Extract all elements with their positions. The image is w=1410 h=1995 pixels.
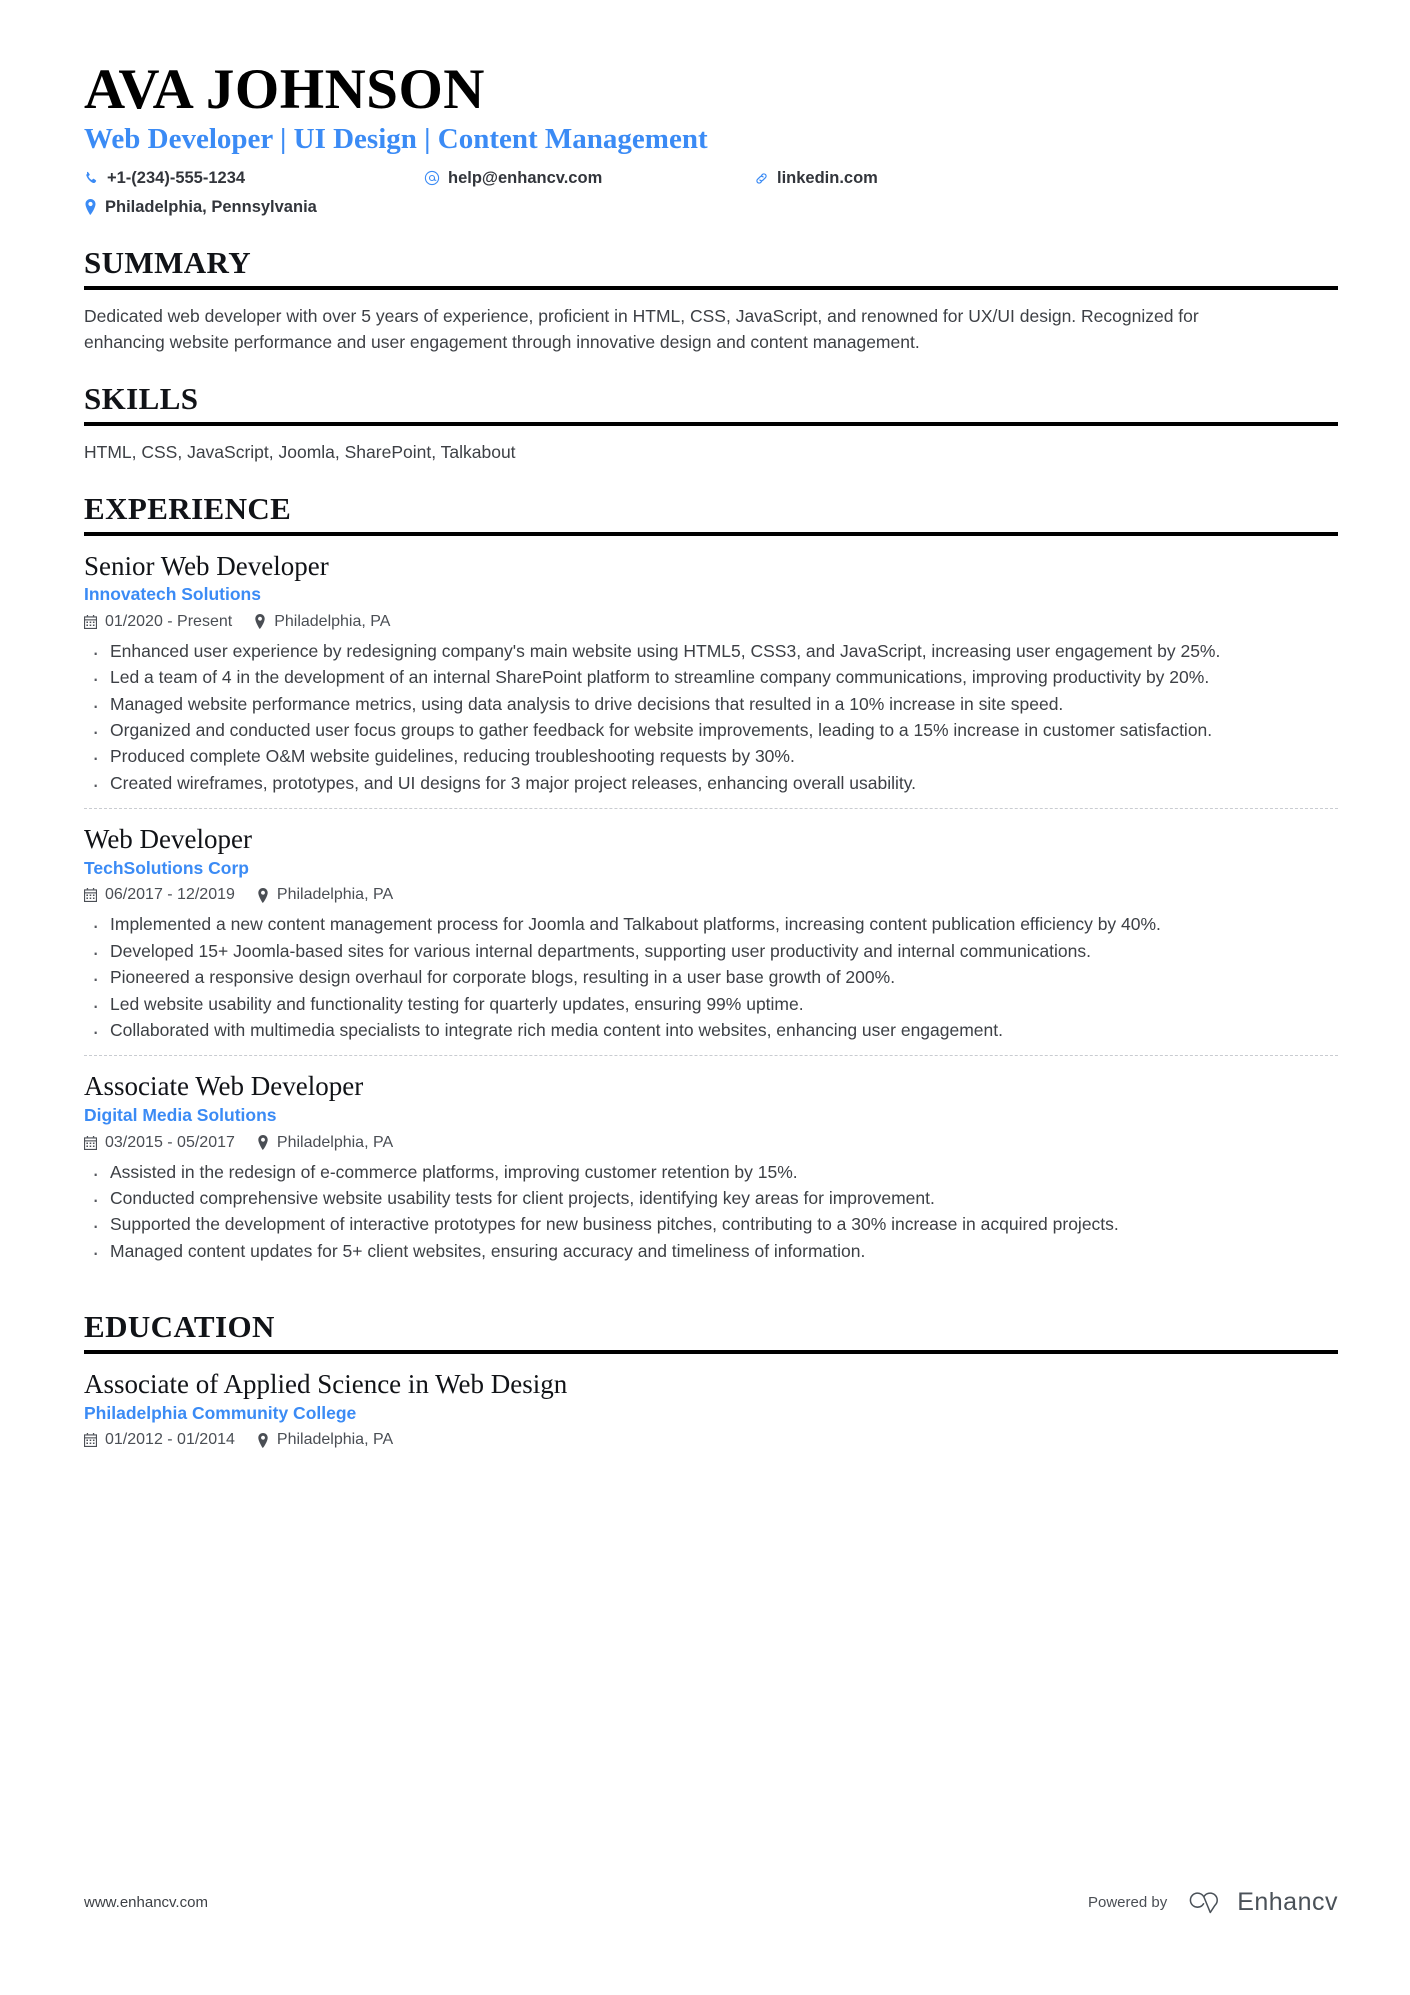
email-icon [424, 170, 440, 186]
experience-location [254, 613, 390, 631]
experience-location [257, 1134, 393, 1152]
entry-divider [84, 808, 1338, 809]
contact-location-text: Philadelphia, Pennsylvania [105, 197, 317, 216]
experience-bullet-list [84, 639, 1338, 796]
section-rule-experience [84, 532, 1338, 536]
experience-bullet: · Led website usability and functionality testing for quarterly updates, ensuring 99% uptime. [84, 992, 1338, 1017]
section-experience [84, 492, 1338, 1265]
location-pin-icon [257, 1433, 269, 1448]
experience-dates [84, 886, 235, 904]
experience-location-text: Philadelphia, PA [276, 1133, 394, 1151]
experience-entry [84, 550, 1338, 797]
contact-email[interactable] [424, 169, 754, 188]
resume-header [84, 60, 1338, 220]
education-degree: Associate of Applied Science in Web Design [84, 1369, 568, 1400]
experience-bullet: · Assisted in the redesign of e-commerce platforms, improving customer retention by 15%. [84, 1160, 1338, 1185]
contact-phone-text: +1-(234)-555-1234 [107, 168, 246, 187]
experience-company[interactable]: TechSolutions Corp [84, 857, 249, 878]
experience-dates-text: 01/2020 - Present [105, 612, 233, 630]
section-title-skills: SKILLS [84, 380, 199, 416]
entry-divider [84, 1055, 1338, 1056]
experience-bullet: · Created wireframes, prototypes, and UI designs for 3 major project releases, enhancing overall usability. [84, 771, 1338, 796]
summary-text: Dedicated web developer with over 5 years of experience, proficient in HTML, CSS, JavaScript, and renowned for UX/UI design. Recognized for enhancing website performance and user engagement through innovative design and content management. [84, 305, 1199, 352]
footer-website[interactable]: www.enhancv.com [84, 1894, 208, 1911]
experience-bullet: · Conducted comprehensive website usability tests for client projects, identifying key areas for improvement. [84, 1186, 1338, 1211]
experience-dates-text: 03/2015 - 05/2017 [105, 1133, 235, 1151]
experience-bullet: · Organized and conducted user focus groups to gather feedback for website improvements, leading to a 15% increase in customer satisfaction. [84, 718, 1338, 743]
experience-bullet-list [84, 1160, 1338, 1265]
experience-entry [84, 823, 1338, 1043]
contact-link-text: linkedin.com [777, 168, 878, 187]
experience-location-text: Philadelphia, PA [276, 886, 394, 904]
experience-role: Associate Web Developer [84, 1071, 364, 1102]
contact-email-text: help@enhancv.com [448, 168, 603, 187]
contact-link[interactable] [754, 169, 1054, 188]
experience-bullet: · Implemented a new content management process for Joomla and Talkabout platforms, increasing content publication efficiency by 40%. [84, 912, 1338, 937]
page-footer [84, 1888, 1338, 1917]
location-pin-icon [257, 1135, 269, 1150]
experience-bullet: · Collaborated with multimedia specialists to integrate rich media content into websites, enhancing user engagement. [84, 1018, 1338, 1043]
experience-meta [84, 886, 1338, 904]
section-rule-summary [84, 286, 1338, 290]
contact-location [84, 198, 424, 217]
location-pin-icon [254, 614, 266, 629]
experience-bullet: · Supported the development of interactive prototypes for new business pitches, contributing to a 30% increase in acquired projects. [84, 1212, 1338, 1237]
experience-meta [84, 613, 1338, 631]
experience-entry-list [84, 550, 1338, 1264]
calendar-icon [84, 1433, 97, 1447]
footer-branding [1088, 1888, 1338, 1917]
link-icon [754, 171, 769, 186]
section-title-experience: EXPERIENCE [84, 490, 292, 526]
enhancv-logo-icon [1189, 1890, 1227, 1916]
experience-company[interactable]: Digital Media Solutions [84, 1104, 277, 1125]
location-pin-icon [257, 888, 269, 903]
experience-bullet: · Developed 15+ Joomla-based sites for various internal departments, supporting user productivity and internal communications. [84, 939, 1338, 964]
experience-dates-text: 06/2017 - 12/2019 [105, 886, 235, 904]
section-title-summary: SUMMARY [84, 244, 252, 280]
education-school[interactable]: Philadelphia Community College [84, 1402, 357, 1423]
experience-role: Senior Web Developer [84, 550, 329, 581]
education-entry [84, 1368, 1338, 1449]
experience-dates [84, 1134, 235, 1152]
experience-bullet: · Led a team of 4 in the development of an internal SharePoint platform to streamline company communications, improving productivity by 20%. [84, 665, 1338, 690]
education-entry-list [84, 1368, 1338, 1449]
section-skills [84, 382, 1338, 466]
education-dates-text: 01/2012 - 01/2014 [105, 1431, 235, 1449]
skills-list: HTML, CSS, JavaScript, Joomla, SharePoint, Talkabout [84, 441, 516, 462]
experience-bullet: · Managed content updates for 5+ client websites, ensuring accuracy and timeliness of information. [84, 1239, 1338, 1264]
section-title-education: EDUCATION [84, 1309, 275, 1345]
experience-role: Web Developer [84, 824, 252, 855]
section-rule-education [84, 1350, 1338, 1354]
powered-by-label: Powered by [1087, 1894, 1168, 1911]
experience-bullet: · Produced complete O&M website guidelines, reducing troubleshooting requests by 30%. [84, 744, 1338, 769]
experience-dates [84, 613, 232, 631]
experience-company[interactable]: Innovatech Solutions [84, 583, 261, 604]
section-summary [84, 246, 1338, 356]
education-meta [84, 1431, 1338, 1449]
experience-bullet: · Enhanced user experience by redesigning company's main website using HTML5, CSS3, and JavaScript, increasing user engagement by 25%. [84, 639, 1338, 664]
experience-bullet: · Pioneered a responsive design overhaul for corporate blogs, resulting in a user base growth of 200%. [84, 965, 1338, 990]
contact-row-secondary [84, 198, 1338, 220]
experience-bullet-list [84, 912, 1338, 1043]
experience-location [257, 886, 393, 904]
section-education [84, 1310, 1338, 1449]
education-location [257, 1431, 393, 1449]
section-rule-skills [84, 422, 1338, 426]
candidate-name: AVA JOHNSON [84, 58, 485, 121]
contact-phone[interactable] [84, 169, 424, 188]
calendar-icon [84, 615, 97, 629]
education-location-text: Philadelphia, PA [276, 1431, 394, 1449]
contact-row-primary [84, 169, 1338, 191]
contact-info [84, 169, 1338, 220]
calendar-icon [84, 1136, 97, 1150]
experience-location-text: Philadelphia, PA [274, 612, 391, 630]
experience-bullet: · Managed website performance metrics, using data analysis to drive decisions that resulted in a 10% increase in site speed. [84, 692, 1338, 717]
phone-icon [84, 171, 99, 186]
enhancv-brand-name: Enhancv [1237, 1888, 1338, 1916]
location-pin-icon [84, 199, 97, 215]
education-dates [84, 1431, 235, 1449]
experience-entry [84, 1070, 1338, 1264]
calendar-icon [84, 888, 97, 902]
experience-meta [84, 1134, 1338, 1152]
candidate-headline: Web Developer | UI Design | Content Management [84, 122, 708, 155]
